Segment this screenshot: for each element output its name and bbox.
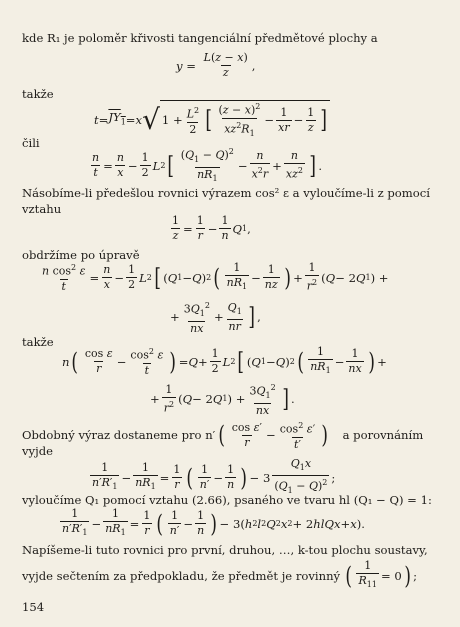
equation-curvature: $\frac{1}{n'R'_1}$ − $\frac{1}{nR_1}$ = $\frac{1}{r}$ ( $\frac{1}{n'}$ − $\frac{1}{n}$ ) − 3 $\frac{Q_1x}{(Q_1 - Q)^2}$ ; bbox=[92, 457, 336, 496]
text-line-5: vztahu bbox=[22, 202, 62, 216]
text-line-10: vyloučíme Q₁ pomocí vztahu (2.66), psaného ve tvaru hl (Q₁ − Q) = 1: bbox=[22, 493, 432, 507]
equation-n-bracket: n ( $\frac{\text{cos ε}}{r}$ − $\frac{\cos^2 \varepsilon}{t}$ ) = Q + $\frac{1}{2}$ L 2 [ ( Q 1 − Q ) 2 ( $\frac{1}{nR_1}$ − $\frac{1}{nx}$ ) + bbox=[62, 345, 387, 377]
equation-n-over-t: $\frac{n}{t}$ = $\frac{n}{x}$ − $\frac{1}{2}$ L 2 [ $\frac{(Q_1 - Q)^2}{nR_1}$ − $\frac{n}{x^2r}$ + $\frac{n}{xz^2}$ ] . bbox=[92, 147, 323, 184]
text-line-8: Obdobný výraz dostaneme pro n′ ( $\frac{\text{cos ε′}}{r}$ − $\frac{\cos^2 \varepsilon'}{t'}$ ) a porovnáním bbox=[22, 420, 424, 451]
page-number: 154 bbox=[22, 600, 45, 614]
text-line-8b: a porovnáním bbox=[342, 428, 424, 443]
text-line-3: čili bbox=[22, 136, 40, 150]
text-line-11: Napíšeme-li tuto rovnici pro první, druhou, …, k-tou plochu soustavy, bbox=[22, 543, 428, 557]
equation-curvature-2: $\frac{1}{n'R'_1}$ − $\frac{1}{nR_1}$ = $\frac{1}{r}$ ( $\frac{1}{n'}$ − $\frac{1}{n}$ ) − 3( h 2 l 2 Q 2 x 2 + 2 hlQx + x ). bbox=[62, 507, 365, 538]
text-line-9: vyjde bbox=[22, 444, 53, 458]
text-line-2: takže bbox=[22, 87, 54, 101]
text-line-6: obdržíme po úpravě bbox=[22, 248, 140, 262]
text-line-12b: ; bbox=[413, 568, 418, 583]
equation-cos-squared-cont: + $\frac{3Q_1^2}{nx}$ + $\frac{Q_1}{nr}$ ] , bbox=[170, 300, 261, 335]
text-line-12: vyjde sečtením za předpokladu, že předmět je rovinný ( $\frac{1}{R_{11}}$ = 0 ) ; bbox=[22, 559, 418, 590]
text-line-1: kde R₁ je poloměr křivosti tangenciální předmětové plochy a bbox=[22, 31, 378, 45]
text-line-4: Násobíme-li předešlou rovnici výrazem cos² ε a vyloučíme-li z pomocí bbox=[22, 186, 430, 200]
equation-one-over-z: $\frac{1}{z}$ = $\frac{1}{r}$ − $\frac{1}{n}$ Q 1 , bbox=[172, 214, 251, 242]
equation-cos-squared: $\frac{n \cos^2 \varepsilon}{t}$ = $\frac{n}{x}$ − $\frac{1}{2}$ L 2 [ ( Q 1 − Q ) 2 ( $\frac{1}{nR_1}$ − $\frac{1}{nz}$ ) + $\frac{1}{r^2}$ ( Q − 2 Q 1 ) + bbox=[42, 261, 389, 293]
equation-y: y = $\frac{L(z - x)}{z}$ , bbox=[176, 51, 256, 79]
equation-n-bracket-cont: + $\frac{1}{r^2}$ ( Q − 2 Q 1 ) + $\frac{3Q_1^2}{nx}$ ] . bbox=[150, 383, 295, 417]
equation-t: t = $JY_1$ = x √ 1 + $\frac{L^2}{2}$ [ $\frac{(z - x)^2}{xz^2R_1}$ − $\frac{1}{xr}$ − $\frac{1}{z}$ ] bbox=[94, 100, 330, 140]
text-line-8a: Obdobný výraz dostaneme pro n′ bbox=[22, 428, 216, 443]
text-line-7: takže bbox=[22, 335, 54, 349]
text-line-12a: vyjde sečtením za předpokladu, že předmět je rovinný bbox=[22, 568, 341, 583]
